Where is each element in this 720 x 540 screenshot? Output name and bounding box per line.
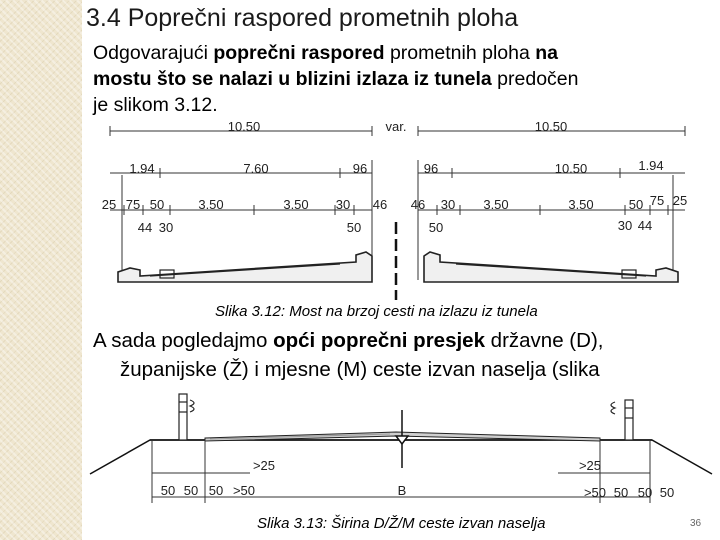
dim-left-96: 96 [352,161,368,176]
dim-left-760: 7.60 [243,161,269,176]
dim-br50b: 50 [637,485,653,500]
intro-line-1: Odgovarajući poprečni raspored prometnih ploha na [93,42,558,64]
dim-b46: 46 [410,197,426,212]
dim-a30: 30 [335,197,351,212]
intro-line-3: je slikom 3.12. [93,94,218,116]
dim-c44: 44 [137,220,153,235]
dim-a46: 46 [372,197,388,212]
figure-312-caption: Slika 3.12: Most na brzoj cesti na izlazu iz tunela [215,303,538,320]
dim-br50a: 50 [613,485,629,500]
dim-b25: 25 [672,193,688,208]
dim-a25: 25 [101,197,117,212]
dim-left-194: 1.94 [129,161,155,176]
dim-top-left: 10.50 [227,119,261,134]
dim-bl50b: 50 [183,483,199,498]
dim-gt50-left: >50 [232,483,256,498]
dim-gt25-right: >25 [578,458,602,473]
dim-a350a: 3.50 [198,197,224,212]
figure-313-caption: Slika 3.13: Širina D/Ž/M ceste izvan naselja [257,515,546,532]
dim-d44: 44 [637,218,653,233]
dim-c30: 30 [158,220,174,235]
dim-b350b: 3.50 [568,197,594,212]
dim-a75: 75 [125,197,141,212]
dim-b30: 30 [440,197,456,212]
dim-b50: 50 [628,197,644,212]
dim-right-96: 96 [423,161,439,176]
section-line-2: županijske (Ž) i mjesne (M) ceste izvan naselja (slika [120,358,600,381]
dim-c50: 50 [346,220,362,235]
dim-d50: 50 [428,220,444,235]
dim-gt50-right: >50 [583,485,607,500]
dim-gt25-left: >25 [252,458,276,473]
slide-title: 3.4 Poprečni raspored prometnih ploha [86,4,519,32]
dim-right-194: 1.94 [638,158,664,173]
dim-top-right: 10.50 [534,119,568,134]
dim-a50: 50 [149,197,165,212]
dim-top-var: var. [385,119,407,134]
dim-bl50a: 50 [160,483,176,498]
intro-line-2: mostu što se nalazi u blizini izlaza iz tunela predočen [93,68,579,90]
dim-b75: 75 [649,193,665,208]
dim-d30: 30 [617,218,633,233]
dim-bl50c: 50 [208,483,224,498]
dim-b-width: B [397,483,407,498]
page-number: 36 [690,518,702,529]
dim-br50c: 50 [659,485,675,500]
section-line-1: A sada pogledajmo opći poprečni presjek državne (D), [93,329,604,352]
dim-b350a: 3.50 [483,197,509,212]
dim-a350b: 3.50 [283,197,309,212]
dim-right-1050: 10.50 [554,161,588,176]
